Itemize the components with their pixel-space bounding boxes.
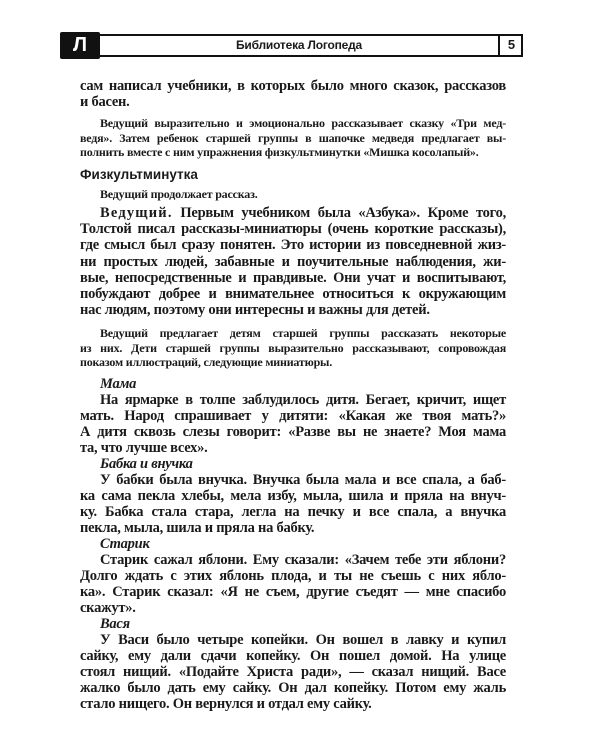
text-line: побуждают добрее и внимательнее относиться к окружающим: [80, 286, 506, 303]
text-line: где смысл был сразу понятен. Это истории из повседневной жиз-: [80, 237, 506, 254]
text-line: и басен.: [80, 94, 130, 110]
text-line: На ярмарке в толпе заблудилось дитя. Бегает, кричит, ищет: [100, 391, 506, 408]
text-line-rest: Первым учебником была «Азбука». Кроме того,: [172, 205, 506, 221]
text-line: сам написал учебники, в которых было много сказок, рассказов: [80, 78, 506, 94]
text-column: [80, 78, 506, 732]
text-line: ни простых людей, забавные и поучительные наблюдения, жи-: [80, 253, 506, 270]
text-line: Старик сажал яблони. Ему сказали: «Зачем тебе эти яблони?: [100, 551, 506, 568]
text-line: сайку, ему дали сдачи копейку. Он пошел домой. На улице: [80, 647, 506, 664]
text-line: Ведущий выразительно и эмоционально рассказывает сказку «Три мед-: [100, 116, 506, 130]
text-line: жалко было дать ему сайку. Он дал копейку. Потом ему жаль: [80, 679, 506, 696]
text-line: стало нищего. Он вернулся и отдал ему сайку.: [80, 695, 372, 712]
speaker-name: Ведущий.: [100, 205, 173, 221]
text-line: скажут».: [80, 599, 136, 616]
paragraph-continuation: [80, 78, 506, 110]
host-speech: [80, 205, 506, 318]
stage-direction: [80, 187, 506, 202]
text-line: нас людям, поэтому они интересны и важны для детей.: [80, 302, 430, 319]
stage-direction: [80, 116, 506, 160]
text-line: [80, 205, 506, 221]
story-title: Вася: [100, 615, 130, 632]
text-line: из них. Дети старшей группы выразительно рассказывают, сопровождая: [80, 340, 506, 355]
text-line: ка». Старик сказал: «Я не съем, другие съедят — мне спасибо: [80, 583, 506, 600]
page-number: 5: [498, 34, 523, 57]
text-line: ку. Бабка стала стара, легла на печку и все спала, а внучка: [80, 503, 506, 520]
story-title: Бабка и внучка: [100, 455, 193, 472]
story-mama: [80, 376, 506, 456]
series-logo: Л: [60, 32, 100, 59]
text-line: та, что лучше всех».: [80, 439, 208, 456]
text-line: А дитя сквозь слезы говорит: «Разве вы не знаете? Моя мама: [80, 423, 506, 440]
text-line: У Васи было четыре копейки. Он вошел в лавку и купил: [100, 631, 506, 648]
text-line: показом иллюстраций, следующие миниатюры.: [80, 355, 333, 370]
text-line: вые, непосредственные и правдивые. Они учат и воспитывают,: [80, 269, 506, 286]
story-title: Мама: [100, 375, 137, 392]
text-line: полнить вместе с ним упражнения физкультминутки «Мишка косолапый».: [80, 145, 479, 159]
text-line: пекла, мыла, шила и пряла на бабку.: [80, 519, 315, 536]
header-title: Библиотека Логопеда: [235, 38, 363, 52]
text-line: Долго ждать с этих яблонь плода, и ты не съешь с них ябло-: [80, 567, 506, 584]
story-babka-i-vnuchka: [80, 456, 506, 536]
text-line: Ведущий предлагает детям старшей группы рассказать некоторые: [100, 326, 506, 341]
section-heading: Физкультминутка: [80, 166, 198, 182]
text-line: Толстой писал рассказы-миниатюры (очень короткие рассказы),: [80, 221, 506, 238]
text-line: Ведущий продолжает рассказ.: [100, 186, 258, 201]
stage-direction: [80, 326, 506, 370]
story-vasya: [80, 616, 506, 712]
text-line: стоял нищий. «Подайте Христа ради», — сказал нищий. Васе: [80, 663, 506, 680]
text-line: ведя». Затем ребенок старшей группы в шапочке медведя предлагает вы-: [80, 130, 506, 145]
text-line: мать. Народ спрашивает у дитяти: «Какая же твоя мать?»: [80, 407, 506, 424]
story-starik: [80, 536, 506, 616]
text-line: У бабки была внучка. Внучка была мала и все спала, а баб-: [100, 471, 506, 488]
text-line: ка сама пекла хлебы, мела избу, мыла, шила и пряла на внуч-: [80, 487, 506, 504]
story-title: Старик: [100, 535, 150, 552]
